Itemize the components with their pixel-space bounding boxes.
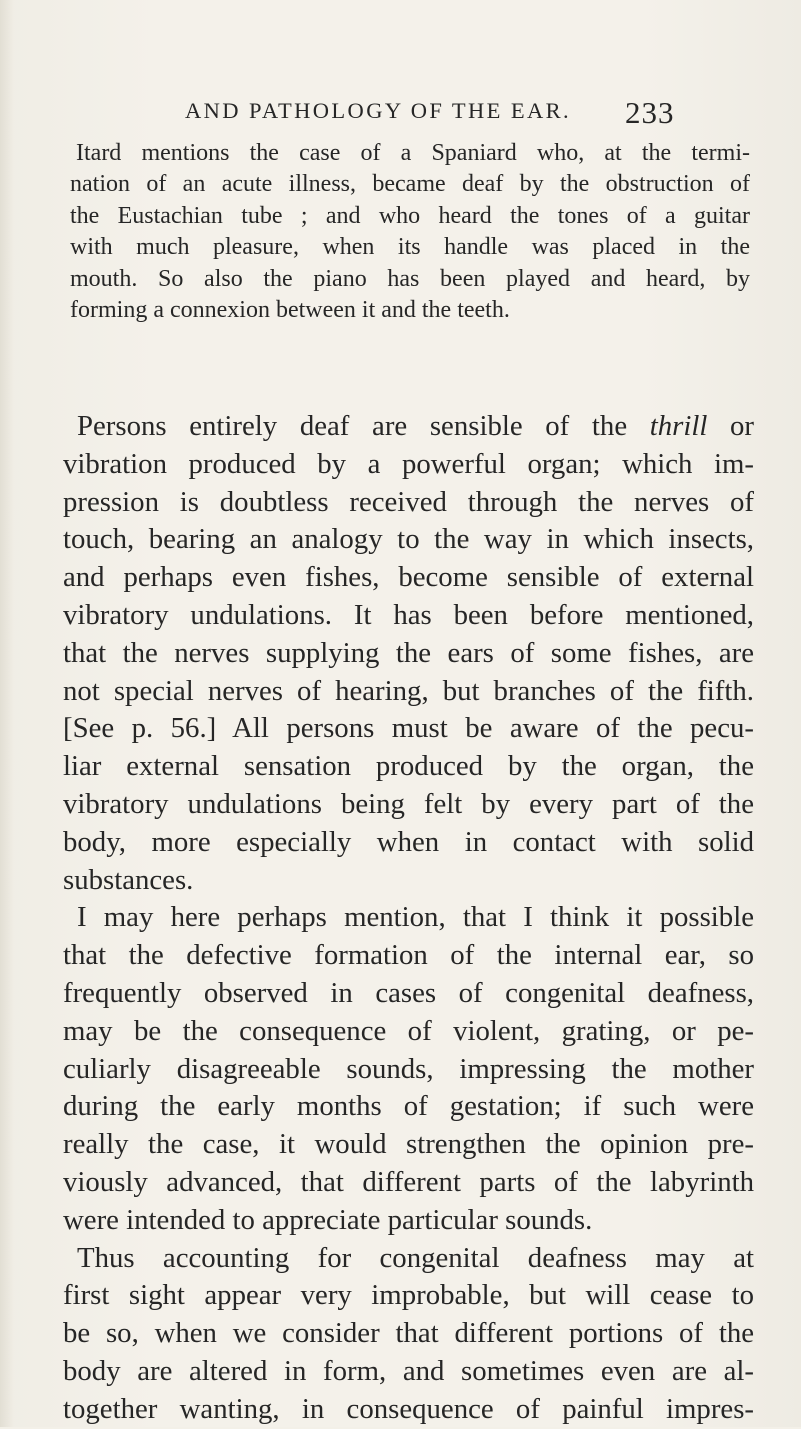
text-line: [See p. 56.] All persons must be aware of the pecu-	[63, 712, 754, 745]
text-line: together wanting, in consequence of painful impres-	[63, 1392, 754, 1425]
text-line: liar external sensation produced by the organ, the	[63, 750, 754, 783]
text-line: nation of an acute illness, became deaf by the obstruction of	[70, 171, 750, 198]
text-line: be so, when we consider that different portions of the	[63, 1317, 754, 1350]
text-line: vibratory undulations being felt by every part of the	[63, 787, 754, 820]
paragraph-congenital-deafness	[63, 1240, 754, 1429]
text-line: not special nerves of hearing, but branches of the fifth.	[63, 674, 754, 707]
page-header	[0, 95, 801, 138]
text-line: viously advanced, that different parts of the labyrinth	[63, 1165, 754, 1198]
page-number: 233	[625, 95, 675, 130]
text-line: the Eustachian tube ; and who heard the tones of a guitar	[70, 202, 750, 229]
text-line: first sight appear very improbable, but will cease to	[63, 1279, 754, 1312]
paragraph-persons-deaf	[63, 408, 754, 899]
text-line: body are altered in form, and sometimes even are al-	[63, 1354, 754, 1387]
text-line: touch, bearing an analogy to the way in which insects,	[63, 523, 754, 556]
text-line: substances.	[63, 863, 194, 896]
text-segment: Persons entirely deaf are sensible of the	[77, 410, 650, 442]
text-line: body, more especially when in contact with solid	[63, 825, 754, 858]
text-line: I may here perhaps mention, that I think it possible	[77, 901, 754, 934]
text-line: Thus accounting for congenital deafness may at	[77, 1241, 754, 1274]
text-line: mouth. So also the piano has been played and heard, by	[70, 265, 750, 292]
text-line: and perhaps even fishes, become sensible of external	[63, 561, 754, 594]
text-line: vibration produced by a powerful organ; which im-	[63, 447, 754, 480]
text-line: that the nerves supplying the ears of some fishes, are	[63, 636, 754, 669]
text-line: during the early months of gestation; if such were	[63, 1090, 754, 1123]
main-body-text	[63, 408, 754, 1429]
emphasis-thrill: thrill	[649, 410, 708, 442]
text-line: really the case, it would strengthen the opinion pre-	[63, 1128, 754, 1161]
text-line: forming a connexion between it and the teeth.	[70, 297, 510, 324]
running-title: AND PATHOLOGY OF THE EAR.	[185, 98, 572, 123]
text-line: may be the consequence of violent, grating, or pe-	[63, 1014, 754, 1047]
text-line: pression is doubtless received through the nerves of	[63, 485, 754, 518]
text-line: that the defective formation of the internal ear, so	[63, 939, 754, 972]
paragraph-itard	[70, 138, 750, 326]
paragraph-defective-formation	[63, 899, 754, 1239]
text-line: culiarly disagreeable sounds, impressing the mother	[63, 1052, 754, 1085]
paper-edge-shadow	[0, 0, 14, 1427]
text-line: frequently observed in cases of congenital deafness,	[63, 976, 754, 1009]
text-segment: or	[707, 410, 754, 442]
text-line: vibratory undulations. It has been before mentioned,	[63, 598, 754, 631]
text-line: with much pleasure, when its handle was placed in the	[70, 234, 750, 261]
text-line: Itard mentions the case of a Spaniard who, at the termi-	[76, 140, 750, 166]
text-line	[63, 408, 754, 446]
text-line: were intended to appreciate particular sounds.	[63, 1203, 593, 1236]
